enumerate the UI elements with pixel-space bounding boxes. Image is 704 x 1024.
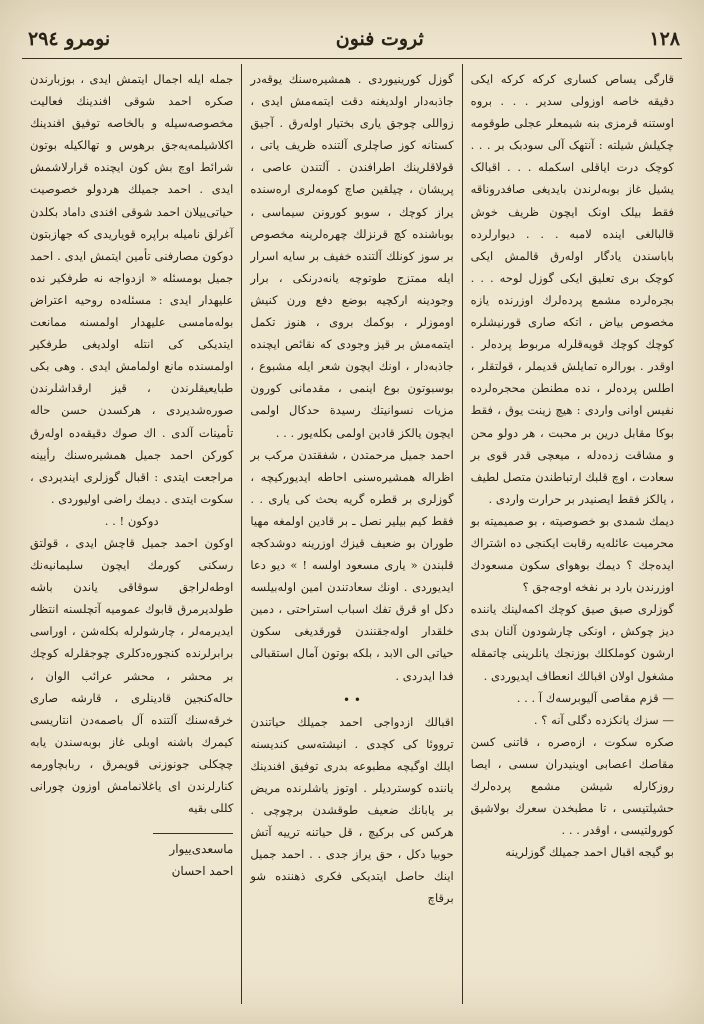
paragraph: قارگی یساص کساری کرکه کرکه ایکی دقیقه خاصه اوزولی سدیر . . . بروه اوستنه قرمزی بنه شیمعلر عجلی طوقومه چکیلش شیلته : آنتهک آلی سودبک بر . . . کوچک درت ایاقلی اسکمله . . . اقبالک یشیل غاز بوبه‌لرندن بایدیغی صافدروناقه فقط بیلک اونک ایچون ظریف خوش قالبالغی اینده لامبه . . . دیوارلرده باباسندن یادگار اولەرق قالمش ایکی کوچک بری تعلیق ایکی گوزل لوحه . . . بجرەلرده مشمع پردەلرك اوزرنده یازه مخصوص بیاض ، اتکه صاری قورنیشلره کوچك کوچك قویه‌قلرله مربوط پردەلر . اوقدر . بورالره تمایلش قدیملر ، قولتقلر ، اطلس پردەلر ، نده مطنطن محجره‌لرده نفیس اوانی واردی : هیچ زینت یوق ، فقط بوکا مقابل درین بر محبت ، هر دولو محن و مشاقت زده‌دله ، میعچی قدر قوی بر سعادت ، اوچ قلبك ارتباطندن متصل لطیف ، یالکز فقط ایصنیدر بر حرارت واردی . — [470, 72, 674, 506]
header-rule — [22, 58, 682, 59]
paragraph: جمله ایله اجمال ایتمش ایدی ، بوزبارندن صکره احمد شوقی افندینك فعالیت مخصوصه‌سیله و بالخاصه توفیق افندینك اکلاشیلمه‌یه‌جق برهوس و تهالکیله بوتون شرائط اوچ بش کون ایچنده قرارلاشمش ایدی . احمد جمیلك هردولو خصوصیت حیاتی‌ییلان احمد شوقی افندی داماد بکلدن آغرلق نامیله براپره قویاریدی که جهازبتون دوکون مصارفنی تأمین ایتمش ایدی . احمد جمیل بومسئله « ازدواجه نه طرفکیر نده علیهدار ایدی : مسئله‌ده روحیه اعتراض بوله‌مامسی علیهدار اولمسنه ممانعت ایتدیکی کی انتله اولدیغی طرفکیر اولمسنده مانع اولمامش ایدی . وهی بکی طبایعیقلرندن ، قیز ارقداشلرندن صورەشدیردی ، هرکسدن حسن حاله تأمینات آلدی . اك صوك دقیقه‌ده اولەرق کورکن احمد جمیل همشیره‌سنك رأیینه مراجعت ایتدی : اقبال گوزلری ایندیردی ، سکوت ایتدی . دیمك راضی اولیوردی . — [30, 72, 234, 506]
magazine-name: ثروت فنون — [335, 28, 424, 50]
section-heading: دوکون ! . . — [104, 513, 159, 528]
paragraph: احمد جمیل مرحمتدن ، شفقتدن مرکب بر اظراله همشیره‌سنی احاطه ایدیورکیچه ، گوزلری بر قطره گریه بحث کی یاری . . فقط کیم بیلیر نصل ـ بر قادین اولمغه مهیا طوران بو ضعیف قیزك اوزرینه دوشدکجه قلبندن « یاری مسعود اولسه ! » دیو دعا ایدیوردی . اونك سعادتندن امین اولەبیلسه دکل او قرق تفك اسباب استراحتی ، دمین خلقدار اولەجقنندن قورقدیغی سکون حیاتی الی الابد ، بلکه بوتون آمال استقبالی فدا ایدردی . — [250, 447, 454, 683]
paragraph: گوزلری صیق صیق کوچك اکمه‌لینك یانندە دیز چوکش ، اونكی چارشودون آلنان بدی ارشون کوملكلك بوزنجك یانلرینی چاتمقله مشغول اولان اقبالك انعطاف ایدیوردی . — [470, 602, 674, 683]
column-right — [463, 64, 682, 1004]
dialogue-line: — قزم مقاصی آلیوبرسەك آ . . . — [516, 690, 674, 705]
paragraph: صکره سکوت ، ازەصره ، قاتنی کسن مقاصك اعصابی اوینیدران سسی ، ایصا روزکارله شیشن مشمع پردەلرك حشیلتیسی ، تا مطبخدن سعرك بولاشیق کورولتیسی ، اوقدر . . . — [470, 734, 674, 838]
column-left — [22, 64, 242, 1004]
issue-number: نومرو ٢٩٤ — [28, 28, 111, 50]
page-header — [28, 22, 680, 56]
paragraph: دیمك شمدی بو خصوصیته ، بو صمیمیته بو محرمیت عائله‌یه رقابت ایکنجی ده اشتراك ایده‌جك ؟ دیمك بوهوای سکون مسعودك اوزرندن بارد بر نفخه اوجه‌جق ؟ — [470, 513, 674, 595]
dialogue-line: — سزك یانکزده دگلی آنه ؟ . — [533, 712, 674, 727]
text-columns — [22, 64, 682, 1004]
paragraph: اوکون احمد جمیل قاچش ایدی ، قولتق رسکنی کورمك ایچون سلیمانیه‌نك اوطه‌لراجق سوقاقی یاندن باشه طولدیرمرق قابوك عمومیه آتچلسنه انتظار ایدیرمەلر ، چارشولرله بکلەشن ، اوراسی برابرلرنده کنجورەدکلری چوجقلرله کوچك بر محشر ، محشر عرائب الوان ، حالەکنجین قادینلری ، قارشه صاری خرقه‌سنك آلتنده آل باصمه‌دن انتاریسی کیمرك باشنه اوبلی غاز بوبه‌سندن یابه چچكلی جونوزنی قویمرق ، ربابچاورمه کنارلرندن ای یاغلانمامش اوزون چورانی کللی بقیه — [30, 535, 234, 816]
paragraph: گوزل کورینیوردی . همشیره‌سنك یوقەدر جاذبەدار اولدیغنە دقت ایتمەمش ایدی ، زواللی چوجق یاری بختیار اولەرق . آجیق کستانه کوز صاچلری آلتنده ظریف یاتی ، قولاقلرینك اطرافندن . آلتندن عاصی ، پریشان ، چیلقین صاچ کومەلری ارەسندە یراز کوچك ، سوبو کورونن سیماسی ، بوباشنده کچ قرنزلك چهرەلرینه مخصوص بر سوز کونلك آلتنده خفیف بر سایه اسرار ایله ممتزج طوتوچه یانەدرنکی ، برار وجودینه ارکچیه بوضع دفع ورن کنیش اوموزلر ، بوکمك بروی ، هنوز تکمل ایتمەمش بر قیز وجودی که نقائص ایچنده جاذبەدار ، اونك ایچون شعر ایله مشبوع ، بوسبوتون بوع اینمی ، مقدمانی کورون مزیات نسوانیتك رسیدة حدکال اولمی ایچون یالکز قادین اولمی بکلەیور . . . — [250, 72, 454, 440]
paragraph: اقبالك ازدواجی احمد جمیلك حیاتندن ترووئا کی کچدی . انیشتەسی کندیسنه ایلك اوگیچه مطبوعه بدری توفیق افندینك یاننده کوستردیلر . اوتوز یاشلرنده مریض بر یابانك ضعیف طوقشدن برچوچی . هرکس کی برکیچ ، قل حیاتنه ترییه آتش حوبیا دکل ، حق یراز جدی . . احمد جمیل اینك حاصل ایتدیکی فکری ذهننده شو برقاچ — [250, 714, 454, 906]
column-middle — [242, 64, 462, 1004]
author-signature: ماسعدی‌ییوار احمد احسان — [153, 833, 233, 882]
paragraph: بو گیجه اقبال احمد جمیلك گوزلرینه — [505, 845, 674, 860]
page-number: ١٢٨ — [649, 28, 680, 50]
section-separator: • • — [343, 692, 361, 707]
